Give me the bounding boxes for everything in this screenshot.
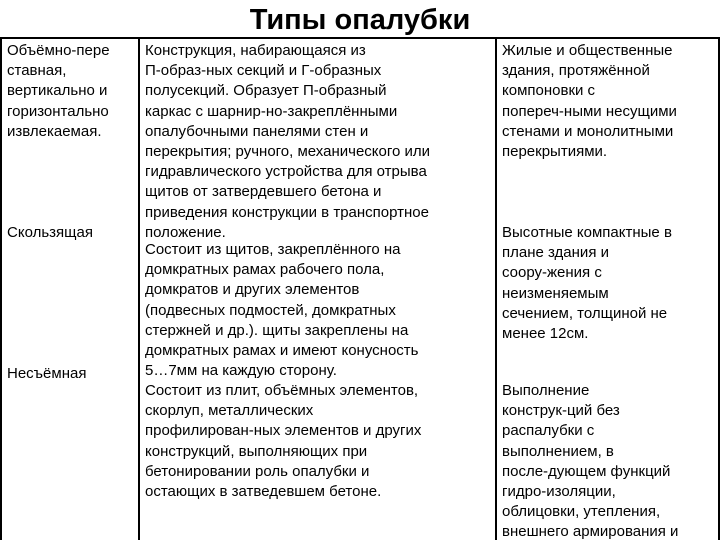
column-divider-2 (495, 37, 497, 540)
table-top-border (0, 37, 720, 39)
description-cell: Конструкция, набирающаяся из П-образ-ных секций и Г-образных полусекций. Образует П-образный каркас с шарнир-но-закреплёнными опалубочными панелями стен и перекрытия; ручного, механического или гидравлического устройства для отрыва щитов от затвердевшего бетона и приведения конструкции в транспортное положение. (145, 42, 431, 241)
formwork-types-table (0, 37, 720, 540)
application-cell: Высотные компактные в плане здания и соору-жения с неизменяемым сечением, толщиной не менее 12см. (502, 224, 672, 343)
formwork-type-cell: Объёмно-пере ставная, вертикально и горизонтально извлекаемая. (7, 42, 110, 140)
slide-title: Типы опалубки (249, 4, 471, 36)
formwork-type-cell: Несъёмная (7, 365, 87, 382)
column-divider-1 (138, 37, 140, 540)
application-cell: Жилые и общественные здания, протяжённой компоновки с попереч-ными несущими стенами и монолитными перекрытиями. (502, 42, 677, 161)
formwork-type-cell: Скользящая (7, 224, 93, 241)
table-left-border (0, 37, 2, 540)
application-cell: Выполнение конструк-ций без распалубки с выполнением, в после-дующем функций гидро-изоляции, облицовки, утепления, внешнего армирования и (502, 382, 679, 540)
description-cell: Состоит из щитов, закреплённого на домкратных рамах рабочего пола, домкратов и других элементов (подвесных подмостей, домкратных стержней и др.). щиты закреплены на домкратных рамах и имеют конусность 5…7мм на каждую сторону. (145, 241, 419, 380)
description-cell: Состоит из плит, объёмных элементов, скорлуп, металлических профилирован-ных элементов и других конструкций, выполняющих при бетонировании роль опалубки и остающих в затведевшем бетоне. (145, 382, 422, 501)
